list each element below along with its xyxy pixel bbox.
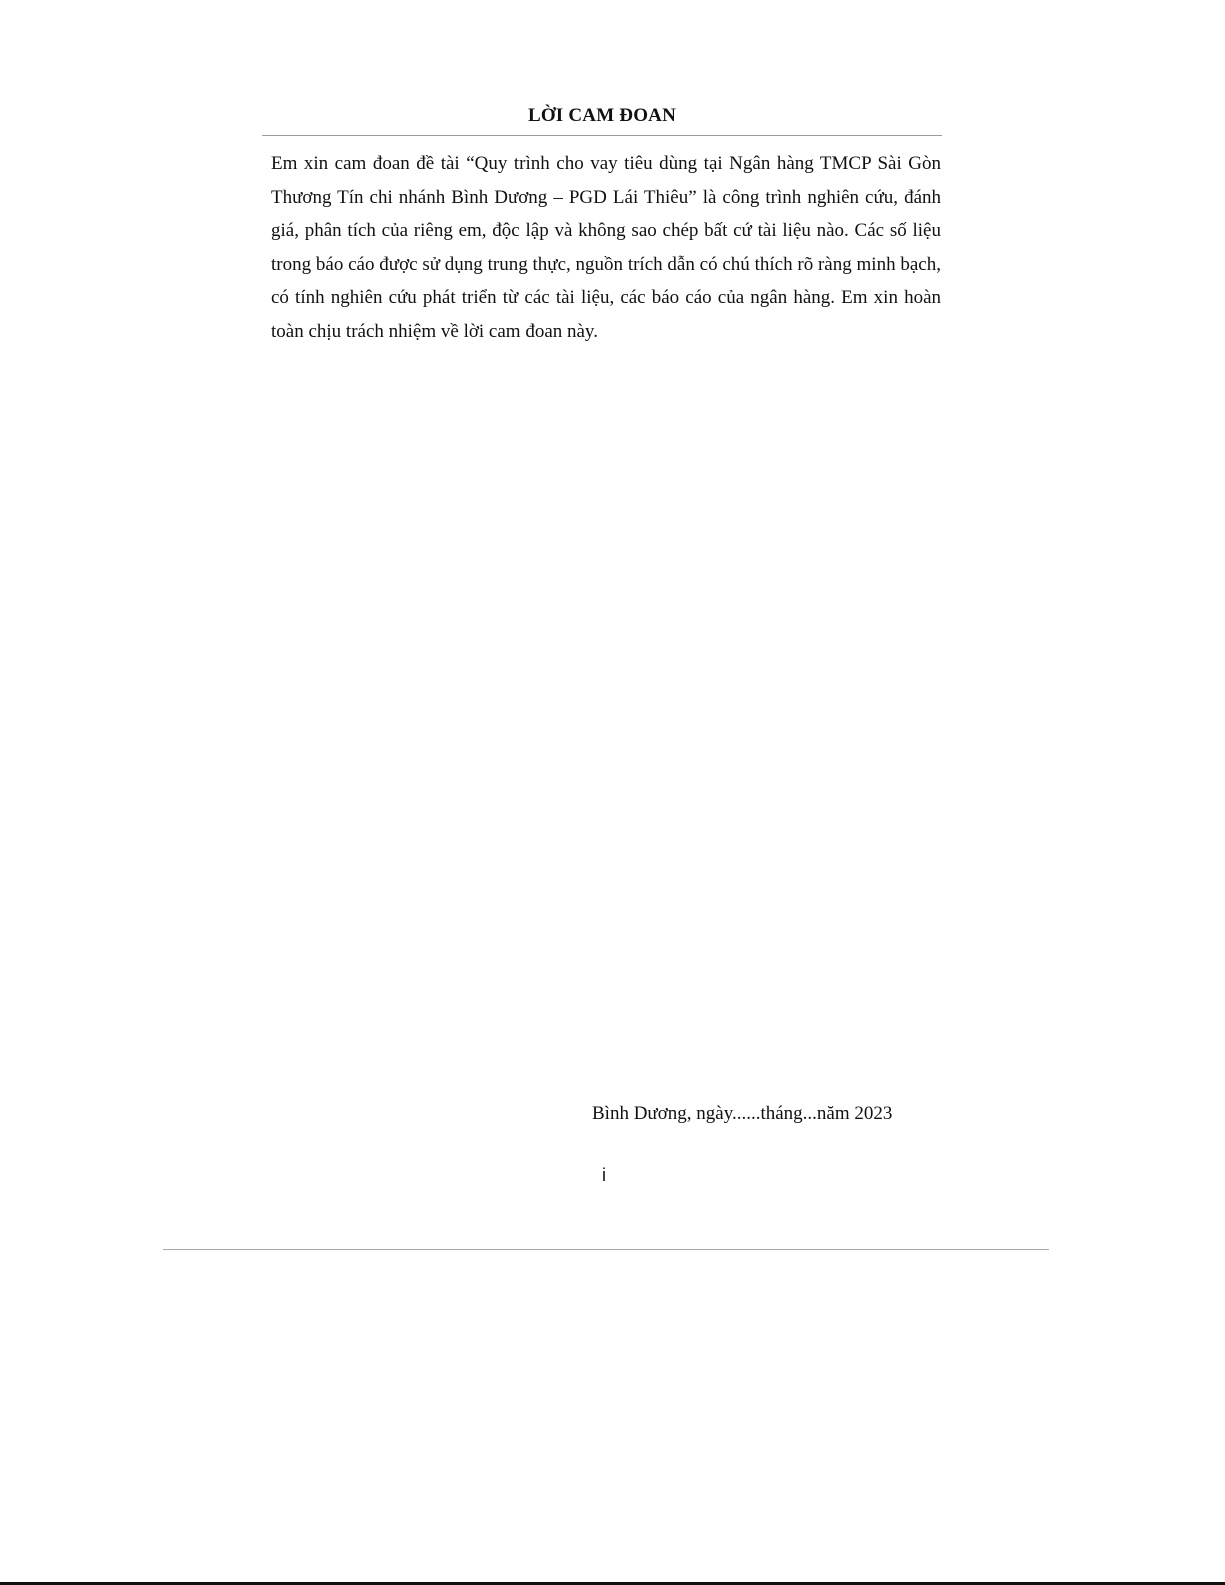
page-number: i xyxy=(602,1165,606,1185)
page-break-divider xyxy=(163,1249,1049,1250)
title-divider xyxy=(262,135,942,136)
page-title: LỜI CAM ĐOAN xyxy=(527,105,677,126)
declaration-paragraph: Em xin cam đoan đề tài “Quy trình cho vay tiêu dùng tại Ngân hàng TMCP Sài Gòn Thương Tín chi nhánh Bình Dương – PGD Lái Thiêu” là công trình nghiên cứu, đánh giá, phân tích của riêng em, độc lập và không sao chép bất cứ tài liệu nào. Các số liệu trong báo cáo được sử dụng trung thực, nguồn trích dẫn có chú thích rõ ràng minh bạch, có tính nghiên cứu phát triển từ các tài liệu, các báo cáo của ngân hàng. Em xin hoàn toàn chịu trách nhiệm về lời cam đoan này. xyxy=(271,153,941,342)
date-line: Bình Dương, ngày......tháng...năm 2023 xyxy=(592,1103,893,1124)
